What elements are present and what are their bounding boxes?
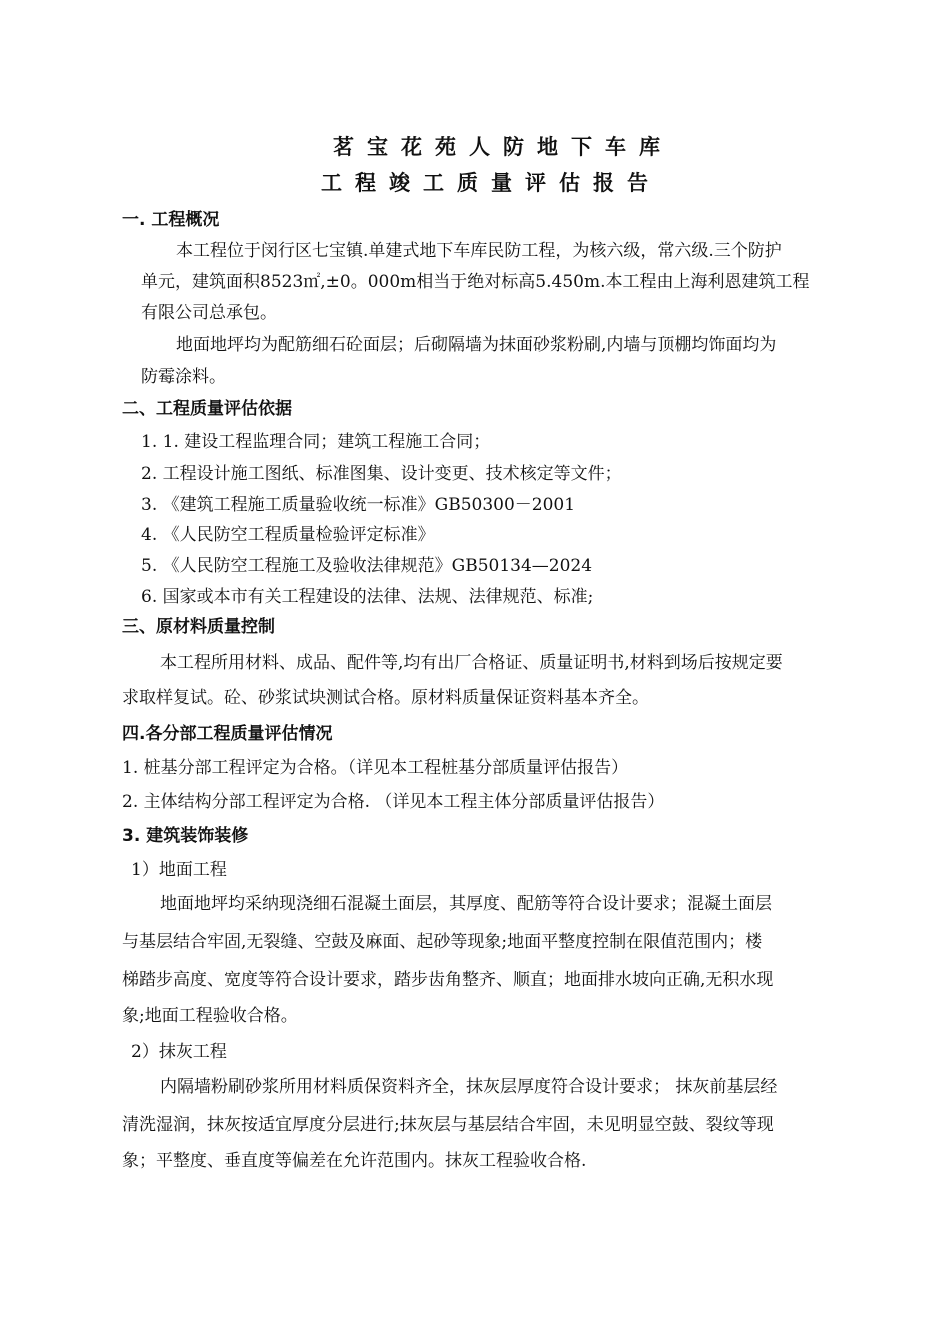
floor-works-line-2: 与基层结合牢固,无裂缝、空鼓及麻面、起砂等现象;地面平整度控制在限值范围内；楼 [122,932,763,952]
section-1-paragraph-2-line-2: 防霉涂料。 [141,367,226,387]
evaluation-item-1: 1. 桩基分部工程评定为合格。（详见本工程桩基分部质量评估报告） [122,758,629,778]
title-line-2: 工程竣工质量评估报告 [321,171,661,195]
basis-item-1: 1. 1. 建设工程监理合同；建筑工程施工合同； [141,432,491,452]
section-3-line-1: 本工程所用材料、成品、配件等,均有出厂合格证、质量证明书,材料到场后按规定要 [160,653,783,673]
plastering-works-line-2: 清洗湿润，抹灰按适宜厚度分层进行;抹灰层与基层结合牢固，未见明显空鼓、裂纹等现 [122,1115,774,1135]
section-4-heading: 四.各分部工程质量评估情况 [122,724,333,744]
basis-item-4: 4. 《人民防空工程质量检验评定标准》 [141,525,435,545]
evaluation-item-3: 3. 建筑装饰装修 [122,826,249,846]
evaluation-item-2: 2. 主体结构分部工程评定为合格. （详见本工程主体分部质量评估报告） [122,792,665,812]
section-1-paragraph-1-line-1: 本工程位于闵行区七宝镇.单建式地下车库民防工程，为核六级，常六级.三个防护 [176,241,782,261]
floor-works-line-3: 梯踏步高度、宽度等符合设计要求，踏步齿角整齐、顺直；地面排水坡向正确,无积水现 [122,970,774,990]
basis-item-5: 5. 《人民防空工程施工及验收法律规范》GB50134—2024 [141,556,593,576]
basis-item-2: 2. 工程设计施工图纸、标准图集、设计变更、技术核定等文件； [141,464,622,484]
section-1-heading: 一. 工程概况 [122,210,220,230]
section-1-paragraph-2-line-1: 地面地坪均为配筋细石砼面层；后砌隔墙为抹面砂浆粉刷,内墙与顶棚均饰面均为 [176,335,777,355]
floor-works-line-4: 象;地面工程验收合格。 [122,1006,298,1026]
title-line-1: 茗宝花苑人防地下车库 [333,135,673,159]
plastering-works-line-3: 象；平整度、垂直度等偏差在允许范围内。抹灰工程验收合格. [122,1151,587,1171]
plastering-works-title: 2）抹灰工程 [131,1042,227,1062]
section-2-heading: 二、工程质量评估依据 [122,399,292,419]
plastering-works-line-1: 内隔墙粉刷砂浆所用材料质保资料齐全，抹灰层厚度符合设计要求； 抹灰前基层经 [160,1077,778,1097]
section-1-paragraph-1-line-2: 单元，建筑面积8523㎡,±0。000m相当于绝对标高5.450m.本工程由上海利恩建筑工程 [141,272,810,292]
basis-item-6: 6. 国家或本市有关工程建设的法律、法规、法律规范、标准; [141,587,594,607]
section-3-line-2: 求取样复试。砼、砂浆试块测试合格。原材料质量保证资料基本齐全。 [122,688,649,708]
section-3-heading: 三、原材料质量控制 [122,617,275,637]
floor-works-title: 1）地面工程 [131,860,227,880]
floor-works-line-1: 地面地坪均采纳现浇细石混凝土面层，其厚度、配筋等符合设计要求；混凝土面层 [160,894,772,914]
basis-item-3: 3. 《建筑工程施工质量验收统一标准》GB50300－2001 [141,495,576,515]
section-1-paragraph-1-line-3: 有限公司总承包。 [141,303,277,323]
